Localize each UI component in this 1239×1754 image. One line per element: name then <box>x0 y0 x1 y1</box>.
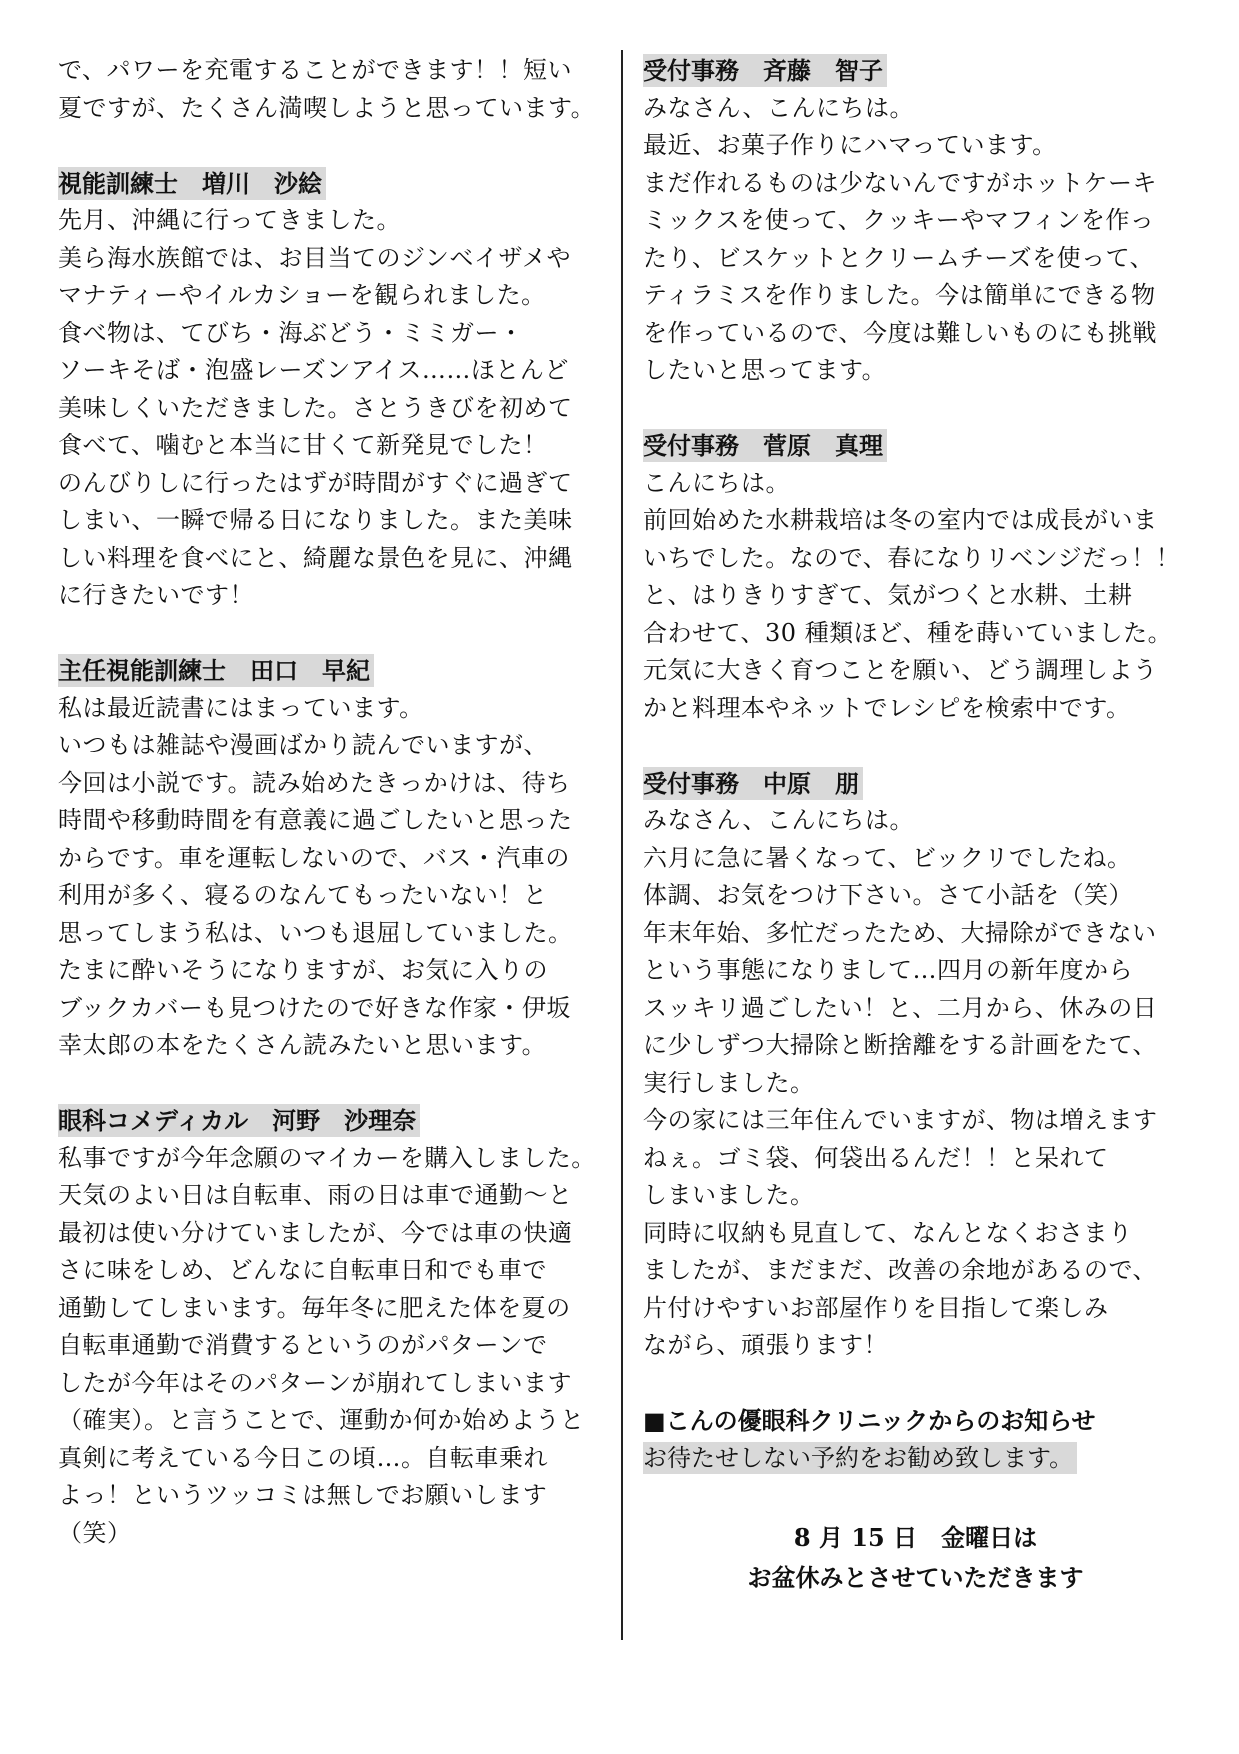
staff-heading-nakahara: 受付事務 中原 朋 <box>643 765 1188 803</box>
holiday-message-line: お盆休みとさせていただきます <box>747 1563 1084 1592</box>
paragraph-line: 最初は使い分けていましたが、今では車の快適 <box>58 1218 573 1247</box>
paragraph-line: 同時に収納も見直して、なんとなくおさまり <box>643 1218 1133 1247</box>
paragraph-line: と、はりきりすぎて、気がつくと水耕、土耕 <box>643 581 1133 609</box>
paragraph-line: という事態になりまして…四月の新年度から <box>643 956 1133 984</box>
paragraph-line: 私は最近読書にはまっています。 <box>58 693 424 722</box>
paragraph-line: かと料理本やネットでレシピを検索中です。 <box>643 693 1131 722</box>
paragraph-line: （笑） <box>58 1518 132 1547</box>
paragraph-line: 通勤してしまいます。毎年冬に肥えた体を夏の <box>58 1293 571 1322</box>
paragraph-line: たり、ビスケットとクリームチーズを使って、 <box>643 243 1155 272</box>
paragraph-line: 今回は小説です。読み始めたきっかけは、待ち <box>58 768 571 797</box>
paragraph-line: 元気に大きく育つことを願い、どう調理しよう <box>643 656 1158 684</box>
paragraph-line: 六月に急に暑くなって、ビックリでしたね。 <box>643 843 1132 872</box>
paragraph-line: ブックカバーも見つけたので好きな作家・伊坂 <box>58 993 571 1022</box>
paragraph-line: ティラミスを作りました。今は簡単にできる物 <box>643 281 1156 309</box>
paragraph-line: （確実）。と言うことで、運動か何か始めようと <box>58 1406 585 1434</box>
paragraph-line: ソーキそば・泡盛レーズンアイス……ほとんど <box>58 356 569 384</box>
paragraph-line: みなさん、こんにちは。 <box>643 93 914 122</box>
paragraph-line: 自転車通勤で消費するというのがパターンで <box>58 1331 548 1359</box>
paragraph-line: 今の家には三年住んでいますが、物は増えます <box>643 1106 1158 1134</box>
intro-line: 夏ですが、たくさん満喫しようと思っています。 <box>58 93 596 122</box>
paragraph-line: に少しずつ大掃除と断捨離をする計画をたて、 <box>643 1031 1158 1059</box>
paragraph-line: したが今年はそのパターンが崩れてしまいます <box>58 1368 573 1397</box>
paragraph-line: みなさん、こんにちは。 <box>643 806 914 834</box>
clinic-notice-title: ■こんの優眼科クリニックからのお知らせ <box>643 1406 1096 1435</box>
staff-heading-sugawara: 受付事務 菅原 真理 <box>643 427 1188 465</box>
paragraph-line: いちでした。なので、春になりリベンジだっ！！ <box>643 543 1181 572</box>
paragraph-line: 食べ物は、てびち・海ぶどう・ミミガー・ <box>58 318 524 347</box>
paragraph-line: 片付けやすいお部屋作りを目指して楽しみ <box>643 1293 1109 1322</box>
paragraph-line: 先月、沖縄に行ってきました。 <box>58 206 401 234</box>
paragraph-line: まだ作れるものは少ないんですがホットケーキ <box>643 168 1158 197</box>
paragraph-line: に行きたいです！ <box>58 581 254 609</box>
paragraph-line: からです。車を運転しないので、バス・汽車の <box>58 843 570 872</box>
intro-line: で、パワーを充電することができます！！短い <box>58 56 573 84</box>
paragraph-line: を作っているので、今度は難しいものにも挑戦 <box>643 318 1158 347</box>
paragraph-line: 私事ですが今年念願のマイカーを購入しました。 <box>58 1143 596 1172</box>
holiday-notice <box>643 1518 1188 1598</box>
paragraph-line: のんびりしに行ったはずが時間がすぐに過ぎて <box>58 468 573 497</box>
paragraph-line: 合わせて、30 種類ほど、種を蒔いていました。 <box>643 618 1173 647</box>
paragraph-line: したいと思ってます。 <box>643 356 887 384</box>
paragraph-line: 幸太郎の本をたくさん読みたいと思います。 <box>58 1031 547 1059</box>
paragraph-line: スッキリ過ごしたい！と、二月から、休みの日 <box>643 993 1158 1022</box>
staff-heading-saito: 受付事務 斉藤 智子 <box>643 52 1188 90</box>
paragraph-line: よっ！というツッコミは無しでお願いします <box>58 1481 548 1509</box>
paragraph-line: しい料理を食べにと、綺麗な景色を見に、沖縄 <box>58 543 573 572</box>
paragraph-line: しまい、一瞬で帰る日になりました。また美味 <box>58 506 573 534</box>
paragraph-line: たまに酔いそうになりますが、お気に入りの <box>58 956 548 984</box>
paragraph-line: 美ら海水族館では、お目当てのジンベイザメや <box>58 243 571 272</box>
paragraph-line: 食べて、噛むと本当に甘くて新発見でした！ <box>58 431 548 459</box>
holiday-date-line: 8 月 15 日 金曜日は <box>793 1523 1038 1552</box>
paragraph-line: 思ってしまう私は、いつも退屈していました。 <box>58 918 573 947</box>
paragraph-line: ミックスを使って、クッキーやマフィンを作っ <box>643 206 1155 234</box>
paragraph-line: ながら、頑張ります！ <box>643 1331 888 1359</box>
left-column <box>58 52 608 1552</box>
paragraph-line: 天気のよい日は自転車、雨の日は車で通勤～と <box>58 1181 573 1209</box>
paragraph-line: 最近、お菓子作りにハマっています。 <box>643 131 1057 159</box>
paragraph-line: 実行しました。 <box>643 1068 815 1097</box>
paragraph-line: いつもは雑誌や漫画ばかり読んでいますが、 <box>58 731 548 759</box>
paragraph-line: 美味しくいただきました。さとうきびを初めて <box>58 393 573 422</box>
staff-heading-masukawa: 視能訓練士 増川 沙絵 <box>58 165 608 203</box>
right-column <box>643 52 1188 1477</box>
paragraph-line: ましたが、まだまだ、改善の余地があるので、 <box>643 1256 1158 1284</box>
paragraph-line: 前回始めた水耕栽培は冬の室内では成長がいま <box>643 506 1158 534</box>
paragraph-line: しまいました。 <box>643 1181 815 1209</box>
paragraph-line: マナティーやイルカショーを観られました。 <box>58 281 546 309</box>
paragraph-line: 体調、お気をつけ下さい。さて小話を（笑） <box>643 881 1133 909</box>
paragraph-line: 時間や移動時間を有意義に過ごしたいと思った <box>58 806 573 834</box>
paragraph-line: こんにちは。 <box>643 468 790 497</box>
column-divider <box>621 50 623 1640</box>
clinic-notice-body: お待たせしない予約をお勧め致します。 <box>643 1440 1188 1478</box>
paragraph-line: 利用が多く、寝るのなんてもったいない！と <box>58 881 548 909</box>
staff-heading-kawano: 眼科コメディカル 河野 沙理奈 <box>58 1102 608 1140</box>
paragraph-line: さに味をしめ、どんなに自転車日和でも車で <box>58 1256 548 1284</box>
paragraph-line: 真剣に考えている今日この頃…。自転車乗れ <box>58 1443 548 1472</box>
paragraph-line: ねぇ。ゴミ袋、何袋出るんだ！！と呆れて <box>643 1143 1109 1172</box>
paragraph-line: 年末年始、多忙だったため、大掃除ができない <box>643 918 1157 947</box>
staff-heading-taguchi: 主任視能訓練士 田口 早紀 <box>58 652 608 690</box>
